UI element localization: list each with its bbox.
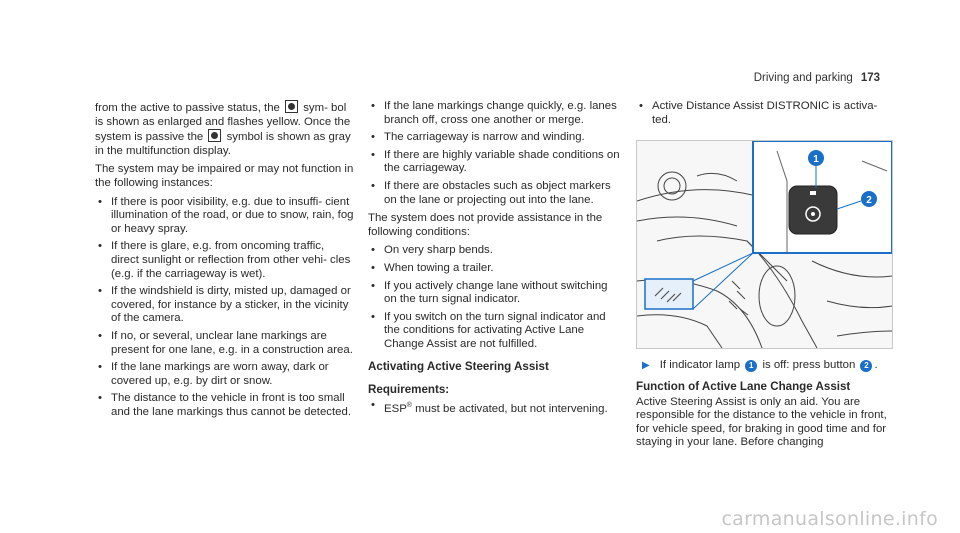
list-item: • If there is glare, e.g. from oncoming traffic, direct sunlight or reflection from other vehi- cles (e.g. if the carriageway is wet). [98, 240, 351, 280]
list-item: • On very sharp bends. [371, 244, 493, 257]
callout-badge: 2 [860, 360, 872, 372]
illustration-svg [637, 141, 892, 348]
impairment-list [95, 196, 355, 420]
instruction-step: ▶ If indicator lamp 1 is off: press button 2 . [642, 359, 878, 371]
callout-badge: 1 [745, 360, 757, 372]
list-item: • Active Distance Assist DISTRONIC is activa- ted. [639, 100, 878, 126]
no-assist-list [368, 244, 623, 351]
list-item: • ESP® must be activated, but not intervening. [371, 398, 608, 415]
page-number: 173 [860, 72, 880, 84]
steering-assist-icon [208, 129, 221, 142]
section-title: Driving and parking [753, 72, 853, 84]
steering-assist-icon [285, 100, 298, 113]
text: symbol is shown as gray in the multifunction display. [95, 131, 351, 157]
list-item: • If you switch on the turn signal indicator and the conditions for activating Active Lane Change Assist are not fulfilled. [371, 310, 606, 350]
list-item: • If there are obstacles such as object markers on the lane or projecting out into the lane. [371, 179, 611, 206]
list-item: • The carriageway is narrow and winding. [371, 131, 585, 144]
list-item: • When towing a trailer. [371, 261, 494, 274]
list-item: • If there is poor visibility, e.g. due to insuffi- cient illumination of the road, or due to snow, rain, fog or heavy spray. [98, 195, 354, 235]
paragraph [95, 100, 355, 158]
list-item: • The distance to the vehicle in front is too small and the lane markings thus cannot be detected. [98, 392, 351, 418]
page-header [754, 72, 880, 86]
column-2 [368, 100, 623, 421]
list-item: • If no, or several, unclear lane markings are present for one lane, e.g. in a construction area. [98, 329, 353, 356]
text: sym- bol is shown as enlarged and flashes yellow. Once the system is passive the [95, 102, 351, 144]
list-item: • If the lane markings change quickly, e.g. lanes branch off, cross one another or merge. [371, 100, 617, 126]
steering-wheel-button-illustration [636, 140, 893, 349]
text: from the active to passive status, the [95, 102, 284, 114]
list-item: • If there are highly variable shade conditions on the carriageway. [371, 148, 620, 175]
callout-1: 1 [813, 154, 819, 165]
requirements-heading: Requirements: [368, 383, 450, 397]
lane-change-section [636, 380, 894, 455]
requirements-list [368, 399, 623, 416]
impairment-list-continued [368, 100, 623, 207]
watermark: carmanualsonline.info [721, 508, 938, 531]
list-item: • If the lane markings are worn away, dark or covered up, e.g. by dirt or snow. [98, 361, 329, 387]
callout-2: 2 [866, 195, 872, 206]
paragraph: The system may be impaired or may not function in the following instances: [95, 163, 354, 189]
section-heading: Function of Active Lane Change Assist [636, 380, 851, 393]
play-icon: ▶ [642, 360, 650, 371]
paragraph: Active Steering Assist is only an aid. You are responsible for the distance to the vehicle in front, for vehicle speed, for braking in good time and for staying in your lane. Before changing [636, 395, 887, 449]
requirements-list-continued [636, 100, 894, 127]
section-heading: Activating Active Steering Assist [368, 359, 549, 373]
list-item: • If you actively change lane without switching on the turn signal indicator. [371, 279, 608, 306]
column-1 [95, 100, 355, 424]
list-item: • If the windshield is dirty, misted up, damaged or covered, for instance by a sticker, in the vicinity of the camera. [98, 285, 351, 325]
paragraph: The system does not provide assistance in the following conditions: [368, 212, 603, 238]
column-3 [636, 100, 894, 132]
